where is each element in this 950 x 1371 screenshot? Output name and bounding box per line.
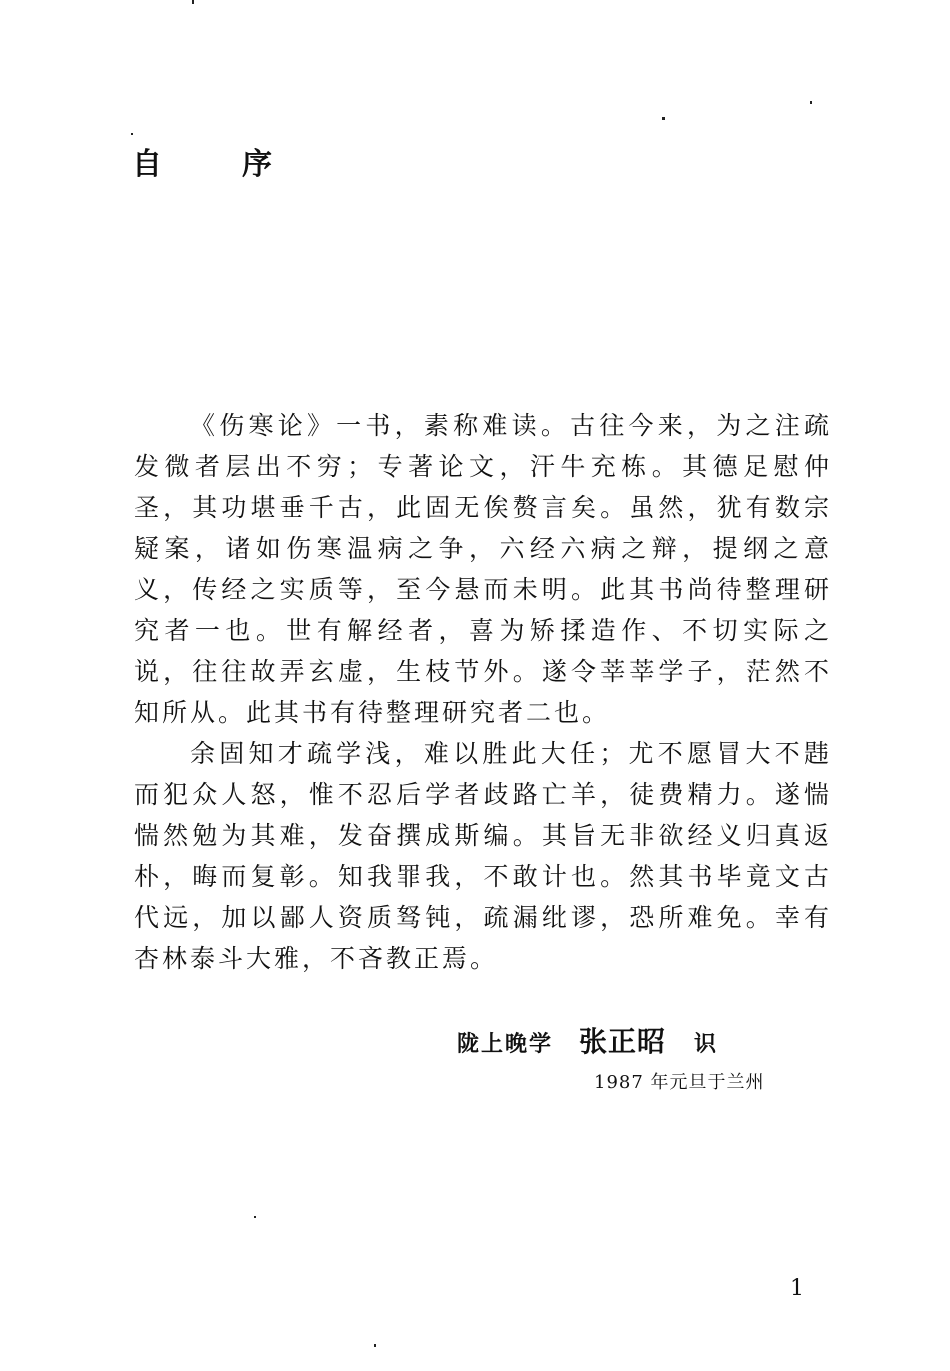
scan-speck (131, 133, 133, 135)
date-line: 1987 年元旦于兰州 (594, 1072, 765, 1093)
paragraph-2: 余固知才疏学浅，难以胜此大任；尤不愿冒大不韪而犯众人怒，惟不忍后学者歧路亡羊，徒费精力。遂惴惴然勉为其难，发奋撰成斯编。其旨无非欲经义归真返朴，晦而复彰。知我罪我，不敢计也。然其书毕竟文古代远，加以鄙人资质驽钝，疏漏纰谬，恐所难免。幸有杏林泰斗大雅，不吝教正焉。 (134, 739, 832, 973)
scan-speck (192, 0, 194, 4)
scan-speck (254, 1216, 256, 1218)
title-char-2: 序 (242, 147, 272, 182)
author-name: 张正昭 (579, 1025, 667, 1058)
scan-speck (810, 101, 812, 104)
page-title (132, 145, 272, 185)
paragraph-1: 《伤寒论》一书，素称难读。古往今来，为之注疏发微者层出不穷；专著论文，汗牛充栋。其德足慰仲圣，其功堪垂千古，此固无俟赘言矣。虽然，犹有数宗疑案，诸如伤寒温病之争，六经六病之辩，提纲之意义，传经之实质等，至今悬而未明。此其书尚待整理研究者一也。世有解经者，喜为矫揉造作、不切实际之说，往往故弄玄虚，生枝节外。遂令莘莘学子，茫然不知所从。此其书有待整理研究者二也。 (134, 411, 832, 727)
page-number: 1 (790, 1276, 804, 1301)
signature-prefix: 陇上晚学 (457, 1031, 554, 1057)
preface-body (134, 405, 832, 979)
title-char-1: 自 (132, 147, 162, 182)
signature-suffix: 识 (694, 1031, 717, 1057)
signature-line (457, 1022, 716, 1065)
scan-speck (662, 117, 665, 120)
scan-speck (374, 1344, 376, 1347)
